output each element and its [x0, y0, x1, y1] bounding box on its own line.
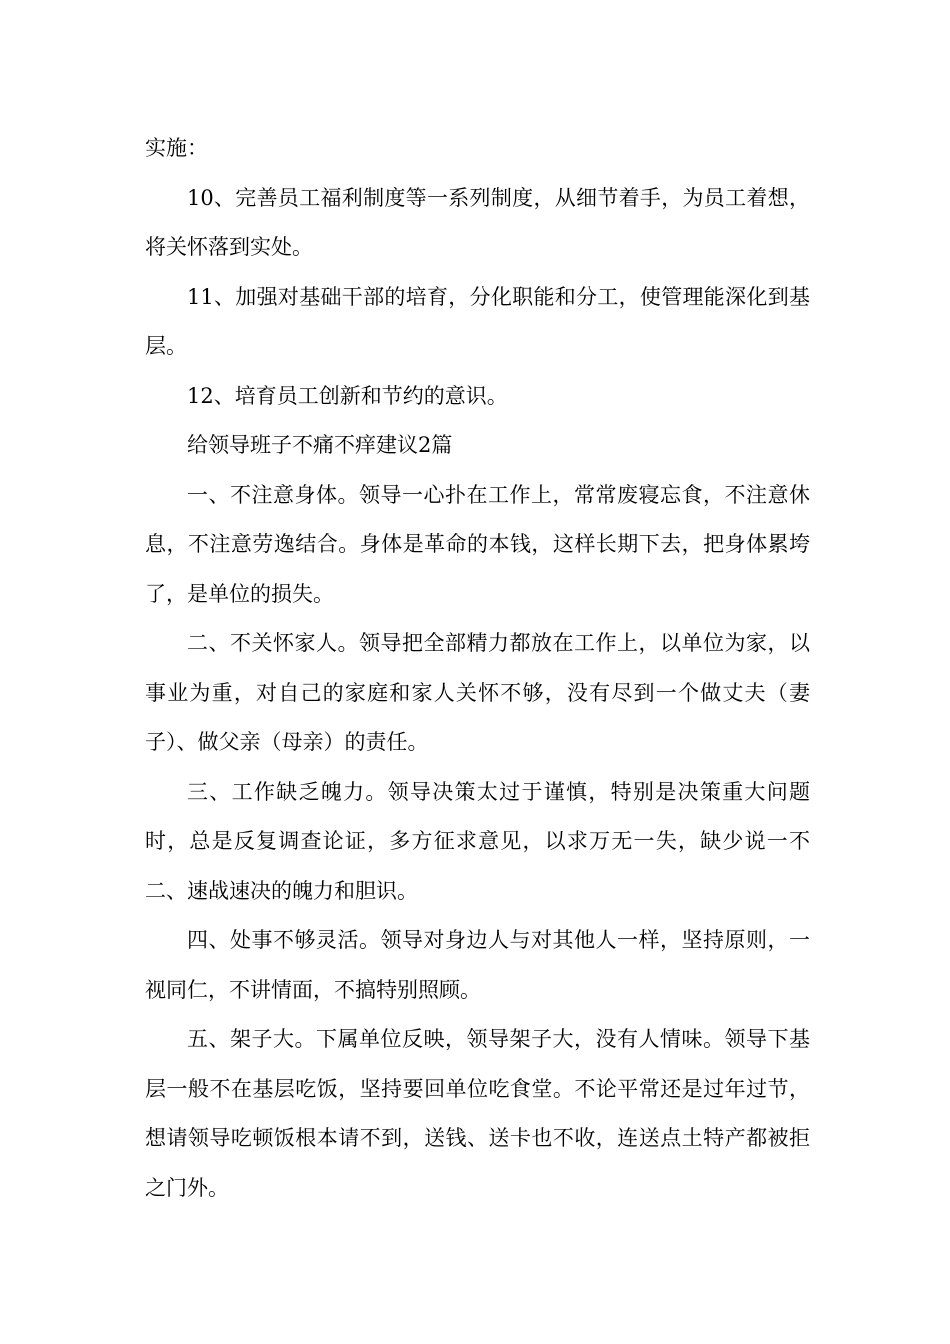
paragraph-point-5: 五、架子大。下属单位反映，领导架子大，没有人情味。领导下基层一般不在基层吃饭，坚持要回单位吃食堂。不论平常还是过年过节，想请领导吃顿饭根本请不到，送钱、送卡也不收，连送点土特产都被拒之门外。 — [145, 1027, 810, 1200]
paragraph-point-4: 四、处事不够灵活。领导对身边人与对其他人一样，坚持原则，一视同仁，不讲情面，不搞特别照顾。 — [145, 928, 810, 1002]
paragraph-point-3: 三、工作缺乏魄力。领导决策太过于谨慎，特别是决策重大问题时，总是反复调查论证，多方征求意见，以求万无一失，缺少说一不二、速战速决的魄力和胆识。 — [145, 779, 810, 903]
paragraph-item-10: 10、完善员工福利制度等一系列制度，从细节着手，为员工着想，将关怀落到实处。 — [145, 185, 810, 259]
paragraph-item-12: 12、培育员工创新和节约的意识。 — [187, 383, 508, 408]
paragraph-point-1: 一、不注意身体。领导一心扑在工作上，常常废寝忘食，不注意休息，不注意劳逸结合。身体是革命的本钱，这样长期下去，把身体累垮了，是单位的损失。 — [145, 482, 810, 606]
paragraph-intro: 实施： — [145, 136, 208, 160]
paragraph-point-2: 二、不关怀家人。领导把全部精力都放在工作上，以单位为家，以事业为重，对自己的家庭和家人关怀不够，没有尽到一个做丈夫（妻子）、做父亲（母亲）的责任。 — [145, 631, 810, 754]
document-page — [145, 124, 810, 1213]
paragraph-item-11: 11、加强对基础干部的培育，分化职能和分工，使管理能深化到基层。 — [145, 284, 810, 358]
section-heading: 给领导班子不痛不痒建议2篇 — [187, 433, 453, 457]
